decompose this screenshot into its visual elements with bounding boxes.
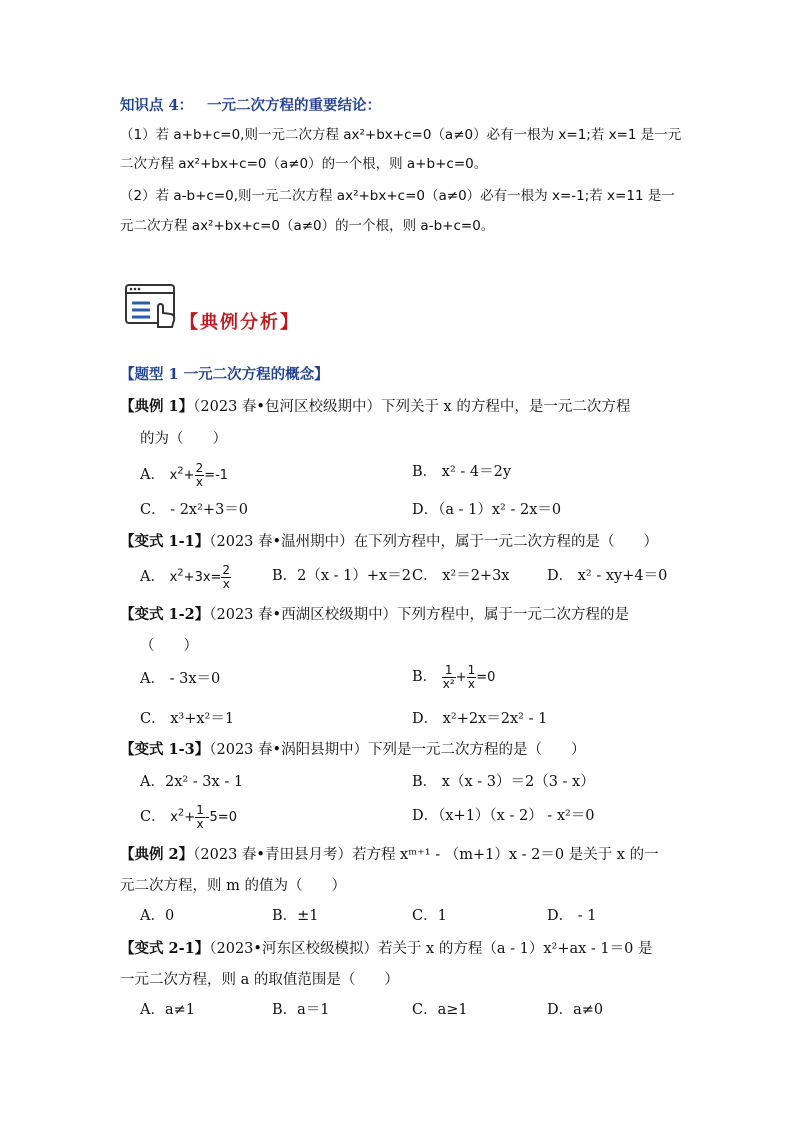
q2-option-b[interactable]: B．±1 bbox=[272, 908, 319, 924]
v12b-num2: 1 bbox=[467, 663, 476, 677]
q1-option-a[interactable] bbox=[140, 462, 228, 489]
v21-option-c[interactable]: C．a≥1 bbox=[412, 1002, 468, 1018]
q2-tag: 【典例 2】 bbox=[120, 846, 194, 863]
v13c-exp: 2 bbox=[177, 807, 185, 819]
kp4-title bbox=[120, 96, 673, 116]
q1-text: （2023 春•包河区校级期中）下列关于 x 的方程中，是一元二次方程 bbox=[193, 399, 631, 415]
v13-option-a[interactable]: A．2x² - 3x - 1 bbox=[140, 774, 244, 790]
v12b-den1: x² bbox=[442, 677, 455, 691]
v11a-fraction bbox=[221, 564, 231, 591]
kp4-title-text: 一元二次方程的重要结论： bbox=[206, 97, 381, 114]
v11-text: （2023 春•温州期中）在下列方程中，属于一元二次方程的是（ ） bbox=[209, 534, 659, 550]
q1-option-a-formula: $x^2+$ $\frac{2}{x}$ =-1 bbox=[169, 461, 229, 489]
v12-tag: 【变式 1-2】 bbox=[120, 606, 210, 623]
v21-line1 bbox=[120, 939, 673, 959]
q1-option-c[interactable]: C． - 2x²+3＝0 bbox=[140, 502, 249, 518]
v21-text: （2023•河东区校级模拟）若关于 x 的方程（a - 1）x²+ax - 1＝0 是 bbox=[209, 941, 653, 957]
v11a-mid: +3x= bbox=[183, 570, 222, 585]
q1a-var: x bbox=[169, 468, 178, 483]
v21-tag: 【变式 2-1】 bbox=[120, 940, 210, 957]
kp4-p1-line2: 二次方程 ax²+bx+c=0（a≠0）的一个根，则 a+b+c=0。 bbox=[120, 156, 488, 172]
kp4-p2-line2: 元二次方程 ax²+bx+c=0（a≠0）的一个根，则 a-b+c=0。 bbox=[120, 218, 495, 234]
v21-option-a[interactable]: A．a≠1 bbox=[140, 1002, 195, 1018]
v21-option-b[interactable]: B．a＝1 bbox=[272, 1002, 330, 1018]
v12b-rhs: =0 bbox=[476, 670, 496, 685]
v11-option-c[interactable]: C． x²＝2+3x bbox=[412, 568, 510, 584]
v13-option-c-label: C． bbox=[140, 809, 166, 825]
v11a-exp: 2 bbox=[177, 567, 184, 579]
v11a-num: 2 bbox=[222, 563, 231, 577]
v11-tag: 【变式 1-1】 bbox=[120, 533, 210, 550]
v12b-den2: x bbox=[467, 677, 475, 691]
v13-option-c[interactable] bbox=[140, 804, 237, 831]
v12b-fraction-2 bbox=[467, 664, 477, 691]
q1-option-b[interactable]: B． x² - 4＝2y bbox=[412, 464, 512, 480]
q2-option-c[interactable]: C．1 bbox=[412, 908, 447, 924]
v11-option-a-formula bbox=[169, 563, 231, 591]
v13c-rhs: -5=0 bbox=[204, 810, 237, 825]
q2-line1 bbox=[120, 845, 673, 865]
q1a-fraction bbox=[195, 462, 205, 489]
q2-option-d[interactable]: D． - 1 bbox=[547, 908, 597, 924]
v12-option-d[interactable]: D． x²+2x＝2x² - 1 bbox=[412, 711, 548, 727]
v13c-den: x bbox=[196, 817, 204, 831]
v13-tag: 【变式 1-3】 bbox=[120, 741, 210, 758]
q1a-den: x bbox=[195, 475, 203, 489]
example-analysis-banner: 【典例分析】 bbox=[180, 312, 300, 333]
q1-line2: 的为（ ） bbox=[140, 431, 227, 447]
v11-option-d[interactable]: D． x² - xy+4＝0 bbox=[547, 568, 668, 584]
v12-option-b-formula: $\frac{1}{\text{x²}}$ + $\frac{1}{x}$ =0 bbox=[442, 663, 496, 691]
v13c-var: x bbox=[170, 810, 178, 825]
v13-option-d[interactable]: D．（x+1）（x - 2） - x²＝0 bbox=[412, 808, 595, 824]
v11-option-a-label: A． bbox=[140, 569, 165, 585]
q2-option-a[interactable]: A．0 bbox=[140, 908, 175, 924]
q1a-num: 2 bbox=[195, 461, 204, 475]
v12-option-a[interactable]: A． - 3x＝0 bbox=[140, 671, 221, 687]
v12-line2: （ ） bbox=[140, 638, 198, 654]
v12b-num1: 1 bbox=[442, 664, 456, 678]
v12-text: （2023 春•西湖区校级期中）下列方程中，属于一元二次方程的是 bbox=[209, 607, 630, 623]
q1-option-d[interactable]: D．（a - 1）x² - 2x＝0 bbox=[412, 502, 562, 518]
hand-pointer-screen-icon bbox=[124, 283, 180, 329]
kp4-title-prefix: 知识点 4： bbox=[120, 97, 194, 114]
section1-title bbox=[120, 365, 673, 385]
q2-text: （2023 春•青田县月考）若方程 xᵐ⁺¹ - （m+1）x - 2＝0 是关于 x 的一 bbox=[193, 847, 659, 863]
v12-option-b[interactable] bbox=[412, 664, 495, 691]
kp4-p1-line1: （1）若 a+b+c=0,则一元二次方程 ax²+bx+c=0（a≠0）必有一根为 x=1;若 x=1 是一元 bbox=[120, 127, 682, 143]
v13c-num: 1 bbox=[196, 803, 204, 817]
v13-line1 bbox=[120, 740, 673, 760]
v12b-fraction-1 bbox=[442, 664, 456, 691]
q2-line2: 元二次方程，则 m 的值为（ ） bbox=[120, 878, 346, 894]
q1a-exp: 2 bbox=[177, 465, 184, 477]
v21-line2: 一元二次方程，则 a 的取值范围是（ ） bbox=[120, 972, 399, 988]
v13-text: （2023 春•涡阳县期中）下列是一元二次方程的是（ ） bbox=[209, 742, 586, 758]
v13-option-c-formula: $x^2+$ $\frac{1}{x}$ -5=0 bbox=[170, 803, 237, 831]
q1a-rhs: =-1 bbox=[204, 468, 229, 483]
q1-line1 bbox=[120, 397, 673, 417]
v11-line1 bbox=[120, 532, 673, 552]
q1-tag: 【典例 1】 bbox=[120, 398, 194, 415]
v21-option-d[interactable]: D．a≠0 bbox=[547, 1002, 604, 1018]
v13-option-b[interactable]: B． x（x - 3）＝2（3 - x） bbox=[412, 774, 595, 790]
v12-option-b-label: B． bbox=[412, 669, 438, 685]
kp4-p2-line1: （2）若 a-b+c=0,则一元二次方程 ax²+bx+c=0（a≠0）必有一根为 x=-1;若 x=11 是一 bbox=[120, 188, 675, 204]
q1-option-a-label: A． bbox=[140, 467, 165, 483]
section1-title-text: 【题型 1 一元二次方程的概念】 bbox=[120, 366, 329, 383]
v11a-var: x bbox=[169, 570, 178, 585]
v11-option-a[interactable] bbox=[140, 564, 231, 591]
v11a-den: x bbox=[222, 577, 230, 591]
v12-option-c[interactable]: C． x³+x²＝1 bbox=[140, 711, 235, 727]
v13c-fraction bbox=[195, 804, 205, 831]
v11-option-b[interactable]: B．2（x - 1）+x＝2 bbox=[272, 568, 411, 584]
v12-line1 bbox=[120, 605, 673, 625]
